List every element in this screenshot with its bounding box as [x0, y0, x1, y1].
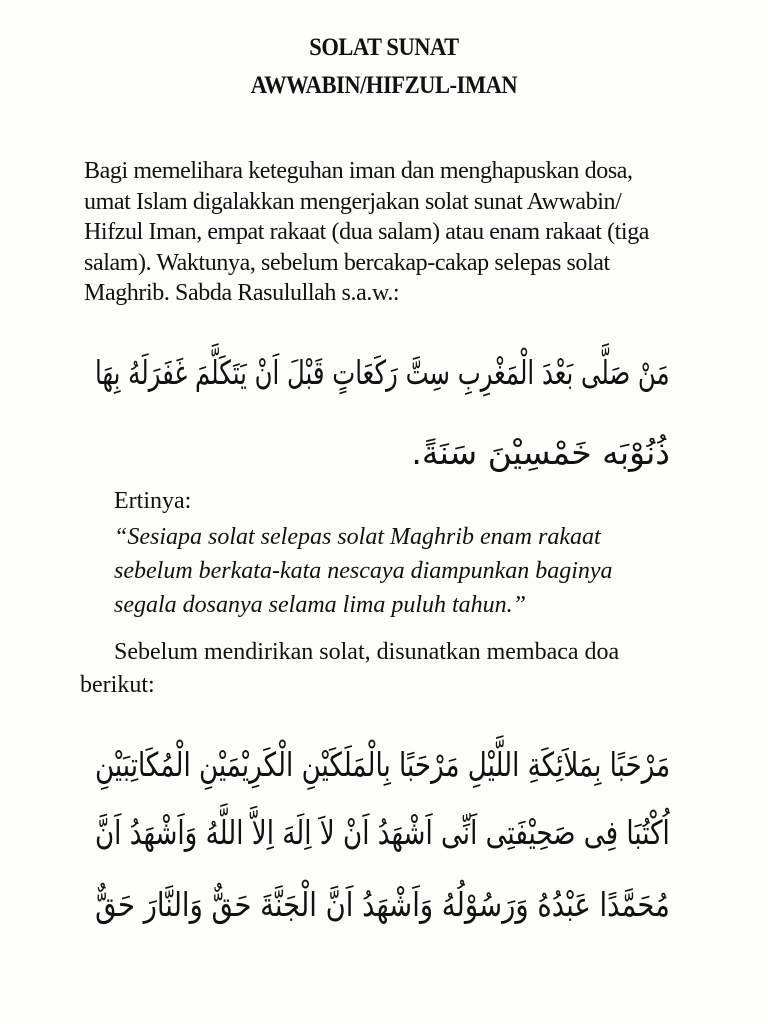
intro-line: Hifzul Iman, empat rakaat (dua salam) atau enam rakaat (tiga [84, 219, 650, 245]
translation-label: Ertinya: [114, 488, 192, 514]
doa-arabic-line-3: مُحَمَّدًا عَبْدُهُ وَرَسُوْلُهُ وَاَشْهَدُ اَنَّ الْجَنَّةَ حَقٌّ وَالنَّارَ حَقٌّ [95, 885, 670, 924]
hadith-arabic-line-2: ذُنُوْبَه خَمْسِيْنَ سَنَةً. [411, 433, 670, 472]
intro-line: salam). Waktunya, sebelum bercakap-cakap selepas solat [84, 249, 610, 276]
page-title-line-1: SOLAT SUNAT [309, 34, 459, 61]
translation-line: sebelum berkata-kata nescaya diampunkan baginya [114, 558, 613, 584]
doa-arabic-line-1: مَرْحَبًا بِمَلاَئِكَةِ اللَّيْلِ مَرْحَبًا بِالْمَلَكَيْنِ الْكَرِيْمَيْنِ الْمُكَاتِبَيْنِ [94, 745, 670, 784]
intro-line: Maghrib. Sabda Rasulullah s.a.w.: [84, 280, 400, 306]
intro-line: Bagi memelihara keteguhan iman dan menghapuskan dosa, [84, 158, 633, 184]
instruction-line-1: Sebelum mendirikan solat, disunatkan membaca doa [114, 639, 620, 665]
page-title-line-2: AWWABIN/HIFZUL-IMAN [250, 72, 518, 99]
translation-line: “Sesiapa solat selepas solat Maghrib enam rakaat [114, 524, 601, 550]
translation-quote [114, 520, 670, 622]
hadith-arabic-line-1: مَنْ صَلَّى بَعْدَ الْمَغْرِبِ سِتَّ رَكَعَاتٍ قَبْلَ اَنْ يَتَكَلَّمَ غَفَرَلَهُ بِهَا [95, 353, 670, 392]
instruction-paragraph [80, 636, 670, 702]
intro-paragraph [84, 156, 669, 309]
instruction-line-2: berikut: [80, 672, 155, 698]
translation-line: segala dosanya selama lima puluh tahun.” [114, 592, 526, 618]
doa-arabic-line-2: اُكْتُبَا فِى صَحِيْفَتِى اَنِّى اَشْهَدُ اَنْ لاَ اِلَهَ اِلاَّ اللَّهُ وَاَشْهَدُ اَنَّ [95, 813, 670, 852]
intro-line: umat Islam digalakkan mengerjakan solat sunat Awwabin/ [84, 188, 622, 215]
